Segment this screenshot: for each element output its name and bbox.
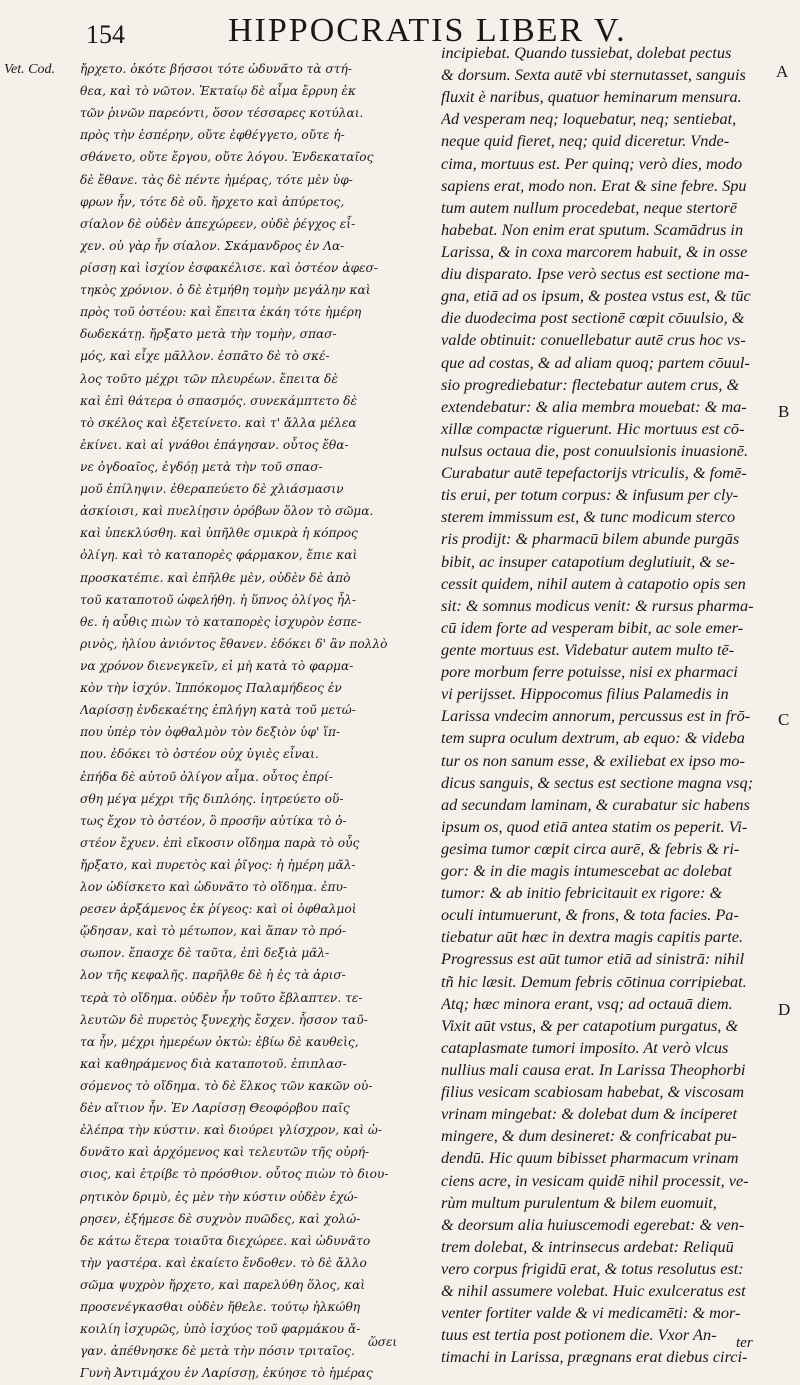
running-title: HIPPOCRATIS LIBER V.	[228, 12, 627, 49]
latin-text-line: cataplasmate tumori imposito. At verò vlcus	[441, 1037, 729, 1057]
latin-text-line: ciens acre, in vesicam quidē nihil processit, ve-	[441, 1170, 749, 1190]
margin-letter-c: C	[778, 710, 790, 729]
latin-text-line: Larissa vndecim annorum, percussus est in frō-	[441, 706, 751, 726]
greek-text-line: νε ὀγδοαῖος, ἐγδόῃ μετὰ τὴν τοῦ σπασ-	[80, 459, 323, 474]
greek-text-line: ρινὸς, ἡλίου ἀνιόντος ἔθανεν. ἐδόκει δ' ἂν πολλὸ	[80, 636, 388, 651]
latin-text-column	[441, 42, 771, 1369]
latin-text-line: rùm multum purulentum & bilem euomuit,	[441, 1192, 717, 1212]
latin-text-line: tñ hic læsit. Demum febris cōtinua corripiebat.	[441, 971, 747, 991]
latin-text-line: & deorsum alia huiuscemodi egerebat: & ven-	[441, 1214, 745, 1234]
latin-text-line: extendebatur: & alia membra mouebat: & ma-	[441, 396, 747, 416]
margin-letter-b: B	[778, 402, 790, 421]
latin-text-line: que ad costas, & ad aliam quoq; partem cōuul-	[441, 352, 750, 372]
latin-text-line: Larissa, & in coxa marcorem habuit, & in osse	[441, 241, 748, 261]
greek-text-line: να χρόνον διενεγκεῖν, εἰ μὴ κατὰ τὸ φαρμα-	[80, 658, 354, 673]
latin-text-line: sio progrediebatur: flectebatur autem crus, &	[441, 374, 740, 394]
greek-text-line: λον τῆς κεφαλῆς. παρῆλθε δὲ ἡ ἐς τὰ ἀρισ-	[80, 968, 346, 983]
latin-text-line: dicus sanguis, & sectus est sectione magna vsq;	[441, 772, 754, 792]
latin-text-line: diu disparato. Ipse verò sectus est sectione ma-	[441, 264, 750, 284]
greek-text-line: κὸν τὴν ἰσχύν. Ἱππόκομος Παλαμήδεος ἐν	[80, 681, 342, 696]
latin-text-line: trem dolebat, & intrinsecus ardebat: Reliquū	[441, 1236, 734, 1256]
greek-text-line: ἐκίνει. καὶ αἱ γνάθοι ἐπάγησαν. οὗτος ἔθα-	[80, 437, 349, 452]
latin-text-line: sterem immissum est, & tunc modicum sterco	[441, 507, 736, 527]
latin-text-line: neque quid fieret, neq; quid diceretur. Vnde-	[441, 131, 730, 151]
greek-text-line: που ὑπὲρ τὸν ὀφθαλμὸν τὸν δεξιὸν ὑφ' ἵπ-	[80, 725, 341, 740]
greek-text-line: ᾤδησαν, καὶ τὸ μέτωπον, καὶ ἅπαν τὸ πρό-	[80, 924, 346, 939]
latin-text-line: vrinam mingebat: & dolebat dum & inciperet	[441, 1104, 738, 1124]
greek-text-line: μός, καὶ εἶχε μᾶλλον. ἐσπᾶτο δὲ τὸ σκέ-	[80, 349, 330, 364]
latin-text-line: Ad vesperam neq; loquebatur, neq; sentiebat,	[441, 109, 737, 129]
greek-text-line: σῶμα ψυχρὸν ἤρχετο, καὶ παρελύθη ὅλος, καὶ	[80, 1278, 366, 1293]
greek-text-line: σθη μέγα μέχρι τῆς διπλόης. ἰητρεύετο οὕ-	[80, 791, 344, 806]
greek-text-line: σωπον. ἔπασχε δὲ ταῦτα, ἐπὶ δεξιὰ μᾶλ-	[80, 946, 330, 961]
greek-text-line: φρων ἦν, τότε δὲ οὔ. ἤρχετο καὶ ἀπύρετος,	[80, 194, 345, 209]
greek-text-line: ὀλίγη. καὶ τὸ καταπορὲς φάρμακον, ἔπιε καὶ	[80, 548, 358, 563]
latin-text-line: tum autem nullum procedebat, neque stertorē	[441, 197, 738, 217]
greek-text-line: τῶν ῥινῶν παρεόντι, ὅσον τέσσαρες κοτύλαι.	[80, 106, 364, 121]
greek-catchword: ὥσει	[368, 1335, 398, 1349]
latin-text-line: Progressus est aūt tumor etiā ad sinistrā: nihil	[441, 949, 745, 969]
latin-text-line: tem supra oculum dextrum, ab equo: & videba	[441, 728, 745, 748]
latin-text-line: bibit, ac insuper catapotium deglutiuit, & se-	[441, 551, 735, 571]
greek-text-line: ρησεν, ἐξήμεσε δὲ συχνὸν πυῶδες, καὶ χολώ-	[80, 1211, 361, 1226]
greek-text-line: λος τοῦτο μέχρι τῶν πλευρέων. ἔπειτα δὲ	[80, 371, 338, 386]
latin-text-line: tumor: & ab initio febricitauit ex rigore: &	[441, 883, 723, 903]
latin-text-line: gesima tumor cœpit circa aurē, & febris & ri-	[441, 838, 740, 858]
latin-text-line: vero corpus frigidū erat, & totus resolutus est:	[441, 1259, 744, 1279]
greek-text-line: ρεσεν ἀρξάμενος ἐκ ῥίγεος: καὶ οἱ ὀφθαλμοὶ	[80, 902, 357, 917]
greek-text-line: Λαρίσσῃ ἑνδεκαέτης ἐπλήγη κατὰ τοῦ μετώ-	[80, 703, 356, 718]
latin-text-line: pore morbum ferre potuisse, nisi ex pharmaci	[441, 662, 738, 682]
greek-text-line: θε. ἡ αὖθις πιὼν τὸ καταπορὲς ἰσχυρὸν ἑσπε-	[80, 614, 362, 629]
latin-text-line: cima, mortuus est. Per quinq; verò dies, modo	[441, 153, 743, 173]
greek-text-line: λευτῶν δὲ πυρετὸς ξυνεχὴς ἔσχεν. ἧσσον ταῦ-	[80, 1012, 368, 1027]
page-number: 154	[86, 20, 125, 49]
greek-text-line: πρὸς τὴν ἑσπέρην, οὔτε ἐφθέγγετο, οὔτε ἠ-	[80, 128, 345, 143]
greek-text-line: σίαλον δὲ οὐδὲν ἀπεχώρεεν, οὐδὲ ῥέγχος εἶ-	[80, 216, 356, 231]
greek-text-line: καὶ καθηράμενος διὰ καταποτοῦ. ἐπιπλασ-	[80, 1056, 347, 1071]
latin-text-line: vi perijsset. Hippocomus filius Palamedis in	[441, 684, 729, 704]
latin-text-line: sit: & somnus modicus venit: & rursus pharma-	[441, 595, 754, 615]
greek-text-line: στέον ἔχυεν. ἐπὶ εἴκοσιν οἴδημα παρὰ τὸ οὖς	[80, 835, 360, 850]
latin-text-line: Vixit aūt vstus, & per catapotium purgatus, &	[441, 1015, 739, 1035]
latin-text-line: Atq; hæc minora erant, vsq; ad octauā diem.	[441, 993, 733, 1013]
greek-text-line: ρητικὸν δριμὺ, ἐς μὲν τὴν κύστιν οὐδὲν ἐχώ-	[80, 1189, 358, 1204]
latin-text-line: ris prodijt: & pharmacū bilem abunde purgās	[441, 529, 740, 549]
greek-text-line: ρίσσῃ καὶ ἰσχίον ἐσφακέλισε. καὶ ὀστέον ἀφεσ-	[80, 260, 378, 275]
latin-text-line: fluxit è naribus, quatuor heminarum mensura.	[441, 87, 742, 107]
greek-text-line: τερὰ τὸ οἴδημα. οὐδὲν ἦν τοῦτο ἔβλαπτεν. τε-	[80, 990, 363, 1005]
greek-text-line: ἤρξατο, καὶ πυρετὸς καὶ ῥῖγος: ἡ ἡμέρη μᾶλ-	[80, 857, 356, 872]
greek-text-line: που. ἐδόκει τὸ ὀστέον οὐχ ὑγιὲς εἶναι.	[80, 747, 319, 762]
greek-text-line: δυνᾶτο καὶ ἀρχόμενος καὶ τελευτῶν τῆς οὐρή-	[80, 1145, 370, 1160]
latin-text-line: ipsum os, quod etiā antea statim os peperit. Vi-	[441, 816, 748, 836]
greek-text-line: ἐπήδα δὲ αὐτοῦ ὀλίγον αἷμα. οὗτος ἐπρί-	[80, 769, 333, 784]
greek-text-line: δὲ ἔθανε. τὰς δὲ πέντε ἡμέρας, τότε μὲν ὑφ-	[80, 172, 353, 187]
latin-text-line: timachi in Larissa, prægnans erat diebus circi-	[441, 1347, 748, 1367]
greek-text-line: τὸ σκέλος καὶ ἐξετείνετο. καὶ τ' ἄλλα μέλεα	[80, 415, 357, 430]
latin-text-line: incipiebat. Quando tussiebat, dolebat pectus	[441, 43, 732, 62]
greek-text-line: προσκατέπιε. καὶ ἐπῆλθε μὲν, οὐδὲν δὲ ἀπὸ	[80, 570, 351, 585]
greek-text-line: σθάνετο, οὔτε ἔργου, οὔτε λόγου. Ἑνδεκαταῖος	[80, 150, 374, 165]
latin-text-line: & nihil assumere volebat. Huic exulceratus est	[441, 1281, 746, 1301]
latin-text-line: sapiens erat, modo non. Erat & sine febre. Spu	[441, 175, 747, 195]
greek-text-line: θεα, καὶ τὸ νῶτον. Ἑκταίῳ δὲ αἷμα ἔρρυη ἐκ	[80, 84, 356, 99]
greek-text-line: γαν. ἀπέθνησκε δὲ μετὰ τὴν πόσιν τριταῖος.	[80, 1344, 355, 1359]
greek-text-line: προσενέγκασθαι οὐδὲν ἤθελε. τούτῳ ἡλκώθη	[80, 1300, 361, 1315]
latin-text-line: cū idem forte ad vesperam bibit, ac sole emer-	[441, 617, 744, 637]
latin-text-line: tur os non sanum esse, & exiliebat ex ipso mo-	[441, 750, 745, 770]
latin-text-line: nulsus octaua die, post conuulsionis inuasionē.	[441, 440, 749, 460]
latin-text-line: die duodecima post sectionē cœpit cōuulsio, &	[441, 308, 745, 328]
greek-text-line: καὶ ἐπὶ θάτερα ὁ σπασμός. συνεκάμπτετο δὲ	[80, 393, 358, 408]
latin-text-line: cessit quidem, nihil autem à catapotio opis sen	[441, 573, 746, 593]
latin-text-line: gna, etiā ad os ipsum, & postea vstus est, & tūc	[441, 286, 751, 306]
side-label: Vet. Cod.	[4, 62, 55, 77]
margin-letter-d: D	[778, 1000, 791, 1019]
greek-text-line: τηκὸς χρόνιον. ὁ δὲ ἐτμήθη τομὴν μεγάλην καὶ	[80, 283, 371, 298]
margin-letter-a: A	[776, 62, 789, 81]
greek-text-line: καὶ ὑπεκλύσθη. καὶ ὑπῆλθε σμικρὰ ἡ κόπρος	[80, 526, 358, 541]
greek-text-line: μοῦ ἐπίληψιν. ἐθεραπεύετο δὲ χλιάσμασιν	[80, 482, 344, 497]
latin-text-line: dendū. Hic quum bibisset pharmacum vrinam	[441, 1148, 739, 1168]
latin-text-line: tuus est tertia post potionem die. Vxor An-	[441, 1325, 717, 1345]
greek-text-line: τὴν γαστέρα. καὶ ἐκαίετο ἔνδοθεν. τὸ δὲ ἄλλο	[80, 1255, 367, 1270]
greek-text-line: τως ἔχον τὸ ὀστέον, ὃ προσῆν αὐτίκα τὸ ὀ-	[80, 813, 347, 828]
latin-text-line: tis erui, per totum corpus: & infusum per cly-	[441, 485, 739, 505]
latin-text-line: Curabatur autē tepefactorijs vtriculis, & fomē-	[441, 463, 747, 483]
greek-text-column	[80, 58, 420, 1385]
greek-text-line: δωδεκάτῃ. ἤρξατο μετὰ τὴν τομὴν, σπασ-	[80, 327, 337, 342]
latin-text-line: xillæ compactæ riguerunt. Hic mortuus est cō-	[441, 418, 745, 438]
greek-text-line: τα ἦν, μέχρι ἡμερέων ὀκτὼ: ἐβίω δὲ καυθεὶς,	[80, 1034, 359, 1049]
latin-text-line: nullius mali causa erat. In Larissa Theophorbi	[441, 1060, 746, 1080]
greek-text-line: τοῦ καταποτοῦ ὠφελήθη. ἡ ὕπνος ὀλίγος ἦλ-	[80, 592, 357, 607]
latin-text-line: valde obtinuit: conuellebatur autē crus hoc vs-	[441, 330, 746, 350]
latin-text-line: tiebatur aūt hæc in dextra magis capitis parte.	[441, 927, 744, 947]
latin-text-line: gente mortuus est. Videbatur autem multo tē-	[441, 639, 735, 659]
greek-text-line: δὲν αἴτιον ἦν. Ἐν Λαρίσσῃ Θεοφόρβου παῖς	[80, 1101, 350, 1116]
greek-text-line: σιος, καὶ ἐτρίβε τὸ πρόσθιον. οὗτος πιὼν τὸ διου-	[80, 1167, 389, 1182]
greek-text-line: ἀσκίοισι, καὶ πυελίῃσιν ὀρόβων ὅλον τὸ σῶμα.	[80, 504, 374, 519]
greek-text-line: Γυνὴ Ἀντιμάχου ἐν Λαρίσσῃ, ἐκύησε τὸ ἡμέρας	[80, 1366, 373, 1381]
greek-text-line: ἤρχετο. ὁκότε βήσσοι τότε ὠδυνᾶτο τὰ στή-	[80, 62, 352, 76]
greek-text-line: κοιλίη ἰσχυρῶς, ὑπὸ ἰσχύος τοῦ φαρμάκου ἄ-	[80, 1322, 361, 1337]
latin-text-line: habebat. Non enim erat sputum. Scamādrus in	[441, 219, 744, 239]
latin-text-line: venter fortiter valde & vi medicamēti: & mor-	[441, 1303, 741, 1323]
latin-text-line: gor: & in die magis intumescebat ac dolebat	[441, 861, 732, 881]
latin-text-line: mingere, & dum desineret: & confricabat pu-	[441, 1126, 737, 1146]
latin-text-line: oculi intumuerunt, & frons, & tota facies. Pa-	[441, 905, 739, 925]
greek-text-line: δε κάτω ἕτερα τοιαῦτα διεχώρεε. καὶ ὠδυνᾶτο	[80, 1233, 371, 1248]
greek-text-line: ἐλέπρα τὴν κύστιν. καὶ διούρει γλίσχρον, καὶ ὠ-	[80, 1123, 382, 1138]
greek-text-line: λον ὠδίσκετο καὶ ὠδυνᾶτο τὸ οἴδημα. ἐπυ-	[80, 880, 348, 895]
latin-catchword: ter	[736, 1335, 753, 1351]
greek-text-line: χεν. οὐ γὰρ ἦν σίαλον. Σκάμανδρος ἐν Λα-	[80, 238, 345, 253]
latin-text-line: ad secundam laminam, & curabatur sic habens	[441, 794, 750, 814]
greek-text-line: πρὸς τοῦ ὀστέου: καὶ ἔπειτα ἐκάη τότε ἡμέρη	[80, 305, 362, 320]
greek-text-line: σόμενος τὸ οἴδημα. τὸ δὲ ἕλκος τῶν κακῶν οὐ-	[80, 1079, 373, 1094]
latin-text-line: & dorsum. Sexta autē vbi sternutasset, sanguis	[441, 65, 746, 85]
latin-text-line: filius vesicam scabiosam habebat, & viscosam	[441, 1082, 744, 1102]
